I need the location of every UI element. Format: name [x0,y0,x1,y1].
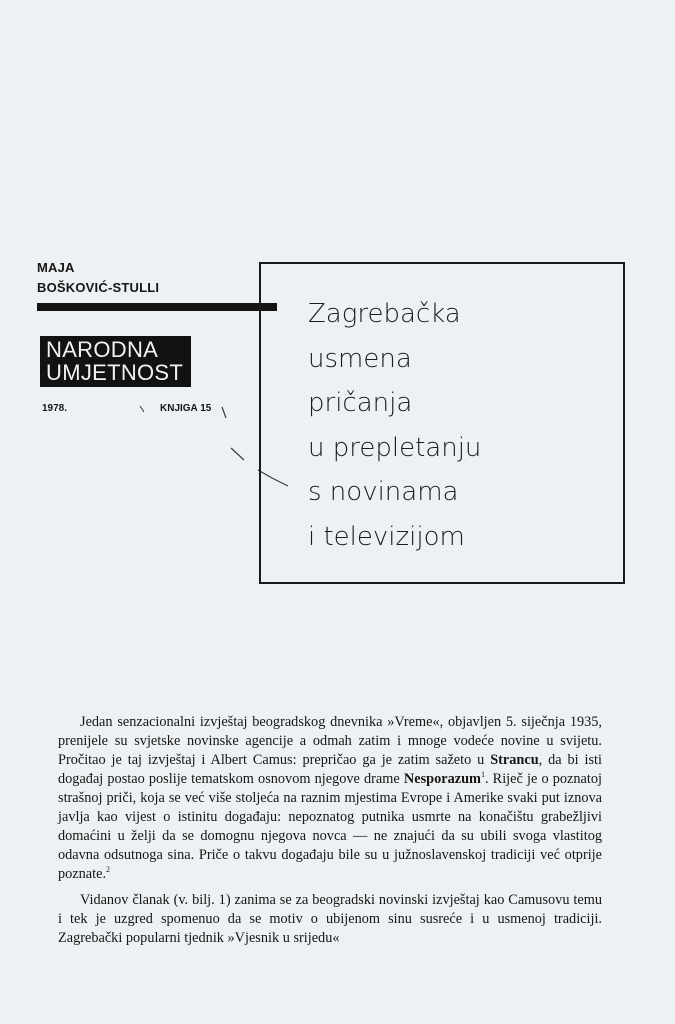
header-rule [37,303,277,311]
title-line: u prepletanju [308,432,482,463]
author-first-name: MAJA [37,260,75,275]
journal-name-block [40,336,191,387]
footnote-ref[interactable]: 1 [480,770,485,780]
text-run: , da bi isti događaj postao poslije tematskom osnovom njegove drame [58,752,602,787]
title-line: s novinama [308,477,459,507]
journal-year: 1978. [42,403,68,414]
work-title-nesporazum: Nesporazum [403,771,481,787]
article-body [58,713,602,955]
title-line: i televizijom [308,521,465,552]
journal-name-line2: UMJETNOST [46,360,184,385]
text-run: . Riječ je o poznatoj strašnoj priči, koja se već više stoljeća na raznim mjestima Evrope i Amerike svaki put iznova javlja kao vijest o istinitu događaju: nepoznatog putnika usmrte na konačištu grabežljivi domaćini u želji da se domognu njegova novca — ne znajući da su ubili svoga vlastitog odavna odsutnoga sina. Priče o takvu događaju bile su u južnoslavenskoj tradiciji već otprije poznate. [58,771,602,882]
journal-volume: KNJIGA 15 [160,403,212,414]
journal-name-line1: NARODNA [46,337,159,362]
author-block [37,258,159,298]
body-paragraph [58,713,602,884]
body-paragraph: Vidanov članak (v. bilj. 1) zanima se za beogradski novinski izvještaj kao Camusovu temu i tek je uzgred spomenuo da se motiv o ubijenom sinu susreće i u usmenoj tradiciji. Zagrebački popularni tjednik »Vjesnik u srijedu« [58,892,602,946]
title-line: pričanja [308,388,413,418]
work-title-stranac: Strancu [490,752,539,768]
title-line: usmena [308,343,412,374]
author-last-name: BOŠKOVIĆ-STULLI [37,280,160,295]
article-title [308,292,481,559]
text-run: Jedan senzacionalni izvještaj beogradskog dnevnika »Vreme«, objavljen 5. siječnja 1935, prenijele su svjetske novinske agencije a odmah zatim i mnoge vodeće novine u svijetu. Pročitao je taj izvještaj i Albert Camus: prepričao ga je zatim sažeto u [58,714,602,768]
title-line: Zagrebačka [308,299,461,329]
footnote-ref[interactable]: 2 [106,865,111,875]
